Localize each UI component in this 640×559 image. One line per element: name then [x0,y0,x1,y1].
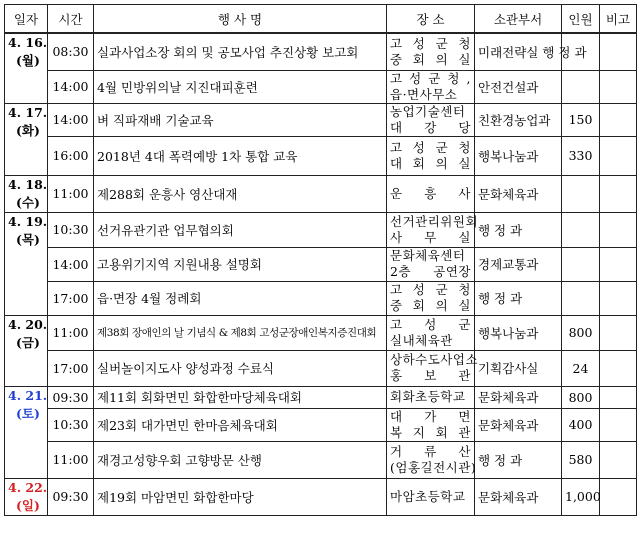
place-line-2: 복 지 회 관 [390,424,471,440]
table-row [5,441,637,478]
date-cell [5,212,48,315]
place-cell [387,70,475,103]
place-line-2: 사 무 실 [390,229,471,245]
date-cell [5,33,48,103]
event-cell: 실버놀이지도사 양성과정 수료식 [94,350,387,386]
note-cell [600,103,637,136]
time-cell: 11:00 [48,175,94,212]
place-line-1: 고 성 군 청 [390,282,471,297]
time-cell: 14:00 [48,103,94,136]
date-cell [5,175,48,212]
place-line-2: 홍 보 관 [390,368,471,383]
place-line-1: 상하수도사업소 [390,352,479,367]
header-event: 행 사 명 [94,5,387,34]
table-row [5,136,637,175]
place-line-2: (엄홍길전시관) [390,459,477,475]
place-line-2: 읍·면사무소 [390,86,458,102]
table-row [5,408,637,441]
date-text: 4. 19. [8,213,48,229]
people-cell: 800 [562,315,600,350]
header-time: 시간 [48,5,94,34]
schedule-table [4,4,637,516]
note-cell [600,33,637,70]
date-cell [5,386,48,478]
weekday-text: (수) [16,194,40,210]
time-cell: 09:30 [48,386,94,408]
table-row [5,70,637,103]
place-line-1: 문화체육센터 [390,248,466,263]
place-cell [387,441,475,478]
people-cell: 1,000 [562,478,600,515]
place-line-1: 고 성 군 청 , [390,70,471,86]
dept-cell: 문화체육과 [475,408,562,441]
dept-cell: 문화체육과 [475,175,562,212]
people-cell: 24 [562,350,600,386]
note-cell [600,441,637,478]
people-cell: 400 [562,408,600,441]
dept-cell: 기획감사실 [475,350,562,386]
note-cell [600,212,637,247]
event-cell: 제288회 운흥사 영산대재 [94,175,387,212]
place-cell [387,247,475,281]
people-cell [562,281,600,315]
time-cell: 10:30 [48,408,94,441]
time-cell: 14:00 [48,247,94,281]
place-line-1: 선거관리위원회 [390,213,479,229]
note-cell [600,408,637,441]
date-text: 4. 20. [8,316,48,332]
weekday-text: (일) [16,497,40,513]
date-text: 4. 21. [8,387,48,403]
place-line-1: 고 성 군 청 [390,35,471,51]
dept-cell: 행 정 과 [475,212,562,247]
place-cell [387,315,475,350]
note-cell [600,70,637,103]
place-line-1: 대 가 면 [390,408,471,424]
place-cell [387,281,475,315]
dept-cell: 친환경농업과 [475,103,562,136]
place-line-1: 회화초등학교 [390,389,466,404]
place-cell [387,103,475,136]
people-cell: 330 [562,136,600,175]
event-cell: 벼 직파재배 기술교육 [94,103,387,136]
people-cell: 800 [562,386,600,408]
table-row [5,103,637,136]
dept-cell: 행 정 과 [475,441,562,478]
place-cell [387,33,475,70]
date-text: 4. 22. [8,479,48,495]
place-line-1: 고 성 군 청 [390,139,471,155]
dept-cell: 행복나눔과 [475,136,562,175]
event-cell: 4월 민방위의날 지진대피훈련 [94,70,387,103]
date-text: 4. 18. [8,176,48,192]
time-cell: 17:00 [48,281,94,315]
event-cell: 실과사업소장 회의 및 공모사업 추진상황 보고회 [94,33,387,70]
dept-cell: 경제교통과 [475,247,562,281]
place-cell [387,175,475,212]
table-row [5,315,637,350]
weekday-text: (화) [16,122,40,138]
event-cell: 제38회 장애인의 날 기념식 & 제8회 고성군장애인복지증진대회 [94,315,387,350]
note-cell [600,478,637,515]
date-cell [5,315,48,386]
dept-cell: 행복나눔과 [475,315,562,350]
date-cell [5,103,48,175]
people-cell [562,70,600,103]
place-line-2: 중 회 의 실 [390,298,471,313]
table-row [5,175,637,212]
date-text: 4. 17. [8,104,48,120]
time-cell: 16:00 [48,136,94,175]
place-cell [387,212,479,247]
place-line-2: 대 강 당 [390,119,471,135]
time-cell: 11:00 [48,441,94,478]
header-date: 일자 [5,5,48,34]
note-cell [600,281,637,315]
place-line-2: 실내체육관 [390,332,453,348]
date-cell [5,478,48,515]
event-cell: 2018년 4대 폭력예방 1차 통합 교육 [94,136,387,175]
place-cell [387,386,475,408]
event-cell: 재경고성향우회 고향방문 산행 [94,441,387,478]
header-place: 장 소 [387,5,475,34]
header-dept: 소관부서 [475,5,562,34]
table-row [5,478,637,515]
place-line-2: 대 회 의 실 [390,155,471,171]
weekday-text: (목) [16,231,40,247]
place-line-1: 농업기술센터 [390,103,466,119]
date-text: 4. 16. [8,35,48,50]
dept-cell: 미래전략실 행 정 과 [475,33,562,70]
place-line-1: 운 흥 사 [390,185,471,201]
weekday-text: (금) [16,334,40,350]
time-cell: 08:30 [48,33,94,70]
table-row [5,386,637,408]
time-cell: 17:00 [48,350,94,386]
people-cell [562,247,600,281]
people-cell [562,212,600,247]
header-note: 비고 [600,5,637,34]
note-cell [600,175,637,212]
time-cell: 10:30 [48,212,94,247]
table-row [5,212,637,247]
event-cell: 제19회 마암면민 화합한마당 [94,478,387,515]
dept-cell: 문화체육과 [475,386,562,408]
dept-cell: 행 정 과 [475,281,562,315]
time-cell: 09:30 [48,478,94,515]
place-line-2: 2층 공연장 [390,264,471,279]
table-row [5,33,637,70]
table-row [5,247,637,281]
place-cell [387,408,475,441]
event-cell: 고용위기지역 지원내용 설명회 [94,247,387,281]
note-cell [600,136,637,175]
dept-cell: 문화체육과 [475,478,562,515]
people-cell [562,175,600,212]
note-cell [600,350,637,386]
event-cell: 선거유관기관 업무협의회 [94,212,387,247]
table-row [5,350,637,386]
event-cell: 제11회 회화면민 화합한마당체육대회 [94,386,387,408]
event-cell: 읍·면장 4월 정례회 [94,281,387,315]
note-cell [600,315,637,350]
note-cell [600,247,637,281]
people-cell: 580 [562,441,600,478]
place-cell [387,136,475,175]
event-cell: 제23회 대가면민 한마음체육대회 [94,408,387,441]
weekday-text: (월) [16,53,40,68]
header-row [5,5,637,34]
people-cell: 150 [562,103,600,136]
place-cell [387,478,475,515]
place-line-2: 중 회 의 실 [390,51,471,67]
weekday-text: (토) [16,405,40,421]
header-people: 인원 [562,5,600,34]
place-line-1: 고 성 군 [390,316,471,332]
note-cell [600,386,637,408]
time-cell: 11:00 [48,315,94,350]
place-line-1: 마암초등학교 [390,488,466,504]
table-row [5,281,637,315]
dept-cell: 안전건설과 [475,70,562,103]
time-cell: 14:00 [48,70,94,103]
place-line-1: 거 류 산 [390,443,471,459]
place-cell [387,350,479,386]
